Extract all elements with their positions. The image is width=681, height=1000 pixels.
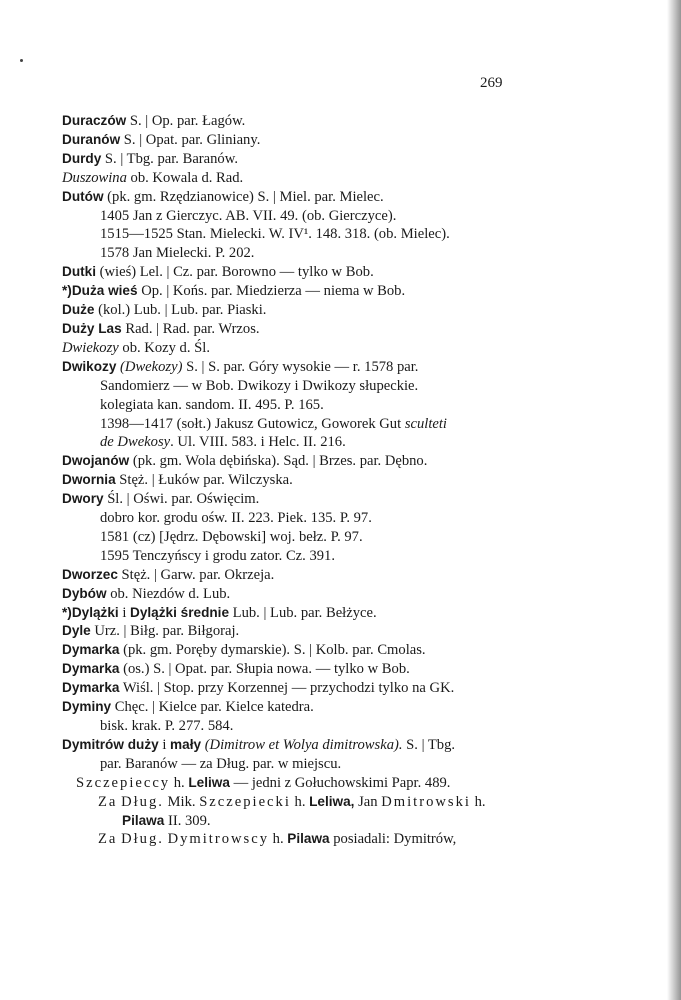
entry [62,471,622,490]
text: Sandomierz — w Bob. Dwikozy i Dwikozy słupeckie. [100,377,419,394]
entry [62,131,622,150]
text: h. [269,831,288,848]
headword: *)Dylążki [62,604,119,620]
entry-continuation-line [62,509,622,528]
text: par. Baranów — za Dług. par. w miejscu. [100,755,342,772]
entry [62,358,622,453]
text: Jan [354,793,382,810]
spaced-name: Szczepiecki [199,793,291,810]
text: Stęż. | Garw. par. Okrzeja. [117,566,275,583]
entry-headline [62,131,622,150]
entry [62,604,622,623]
headword: Dymarka [62,642,120,658]
italic-text: Duszowina [62,169,127,186]
gazetteer-entries [62,112,622,849]
entry [62,112,622,131]
text: 1595 Tenczyńscy i grodu zator. Cz. 391. [100,547,335,564]
headword: Durdy [62,150,102,166]
headword: Dwikozy [62,358,117,374]
entry-headline [62,622,622,641]
entry-continuation-line [62,793,622,812]
text: kolegiata kan. sandom. II. 495. P. 165. [100,396,324,413]
spaced-name: Za [98,831,118,848]
bold-text: Pilawa [287,831,330,847]
headword: Dwornia [62,472,116,488]
text: 1405 Jan z Gierczyc. AB. VII. 49. (ob. Gierczyce). [100,207,397,224]
text: h. [290,793,310,810]
entry [62,736,622,849]
spaced-name: Za [98,793,118,810]
entry-continuation-line [62,207,622,226]
italic-text: (Dwekozy) [120,358,183,375]
entry [62,698,622,736]
italic-text: de Dwekosy [100,434,171,451]
text: S. | Tbg. par. Baranów. [101,150,238,167]
text: 1581 (cz) [Jędrz. Dębowski] woj. bełz. P. 97. [100,528,363,545]
entry-headline [62,282,622,301]
italic-text: sculteti [404,415,447,432]
scan-shadow-edge [667,0,681,1000]
entry-headline [62,358,622,377]
entry [62,320,622,339]
entry-headline [62,490,622,509]
entry [62,339,622,358]
entry [62,263,622,282]
entry [62,150,622,169]
text: h. [170,774,189,791]
entry-headline [62,660,622,679]
entry-headline [62,112,622,131]
entry-continuation-line [62,830,622,849]
entry-headline [62,679,622,698]
text: (kol.) Lub. | Lub. par. Piaski. [94,302,267,319]
entry [62,622,622,641]
headword: Dutki [62,264,96,280]
entry-continuation-line [62,244,622,263]
text: h. [470,793,486,810]
text: posiadali: Dymitrów, [329,831,457,848]
text: Op. | Końs. par. Miedzierza — niema w Bob. [137,283,406,300]
entry-headline [62,736,622,755]
entry [62,566,622,585]
entry [62,452,622,471]
scan-speck [20,59,23,62]
entry-continuation-line [62,433,622,452]
text: Stęż. | Łuków par. Wilczyska. [115,472,293,489]
text: — jedni z Gołuchowskimi Papr. 489. [229,774,451,791]
entry-continuation-line [62,396,622,415]
bold-text: Pilawa [122,812,165,828]
entry-continuation-line [62,717,622,736]
text: ob. Kowala d. Rad. [126,169,244,186]
text: Mik. [163,793,200,810]
spaced-name: Szczepieccy [76,774,171,791]
bold-text: Leliwa [188,774,230,790]
headword: Duranów [62,131,121,147]
entry-headline [62,320,622,339]
text: 1578 Jan Mielecki. P. 202. [100,245,255,262]
entry-continuation-line [62,415,622,434]
text: bisk. krak. P. 277. 584. [100,718,234,734]
entry-headline [62,169,622,188]
text: 1398—1417 (sołt.) Jakusz Gutowicz, Goworek Gut [100,415,405,432]
text: Wiśl. | Stop. przy Korzennej — przychodzi tylko na GK. [119,680,455,697]
entry-continuation-line [62,812,622,831]
headword: Duraczów [62,113,127,128]
headword: Dyle [62,623,91,639]
entry-headline [62,150,622,169]
entry [62,585,622,604]
entry [62,641,622,660]
text: S. | Op. par. Łagów. [126,113,246,129]
entry-headline [62,471,622,490]
entry-headline [62,641,622,660]
text: S. | Tbg. [402,736,456,753]
text: (pk. gm. Poręby dymarskie). S. | Kolb. par. Cmolas. [119,642,426,659]
entry-headline [62,566,622,585]
text: Lub. | Lub. par. Bełżyce. [229,604,377,621]
headword: Dwory [62,491,104,507]
entry-headline [62,339,622,358]
headword: Dymarka [62,680,120,696]
spaced-name: Dmitrowski [381,793,471,810]
italic-text: (Dimitrow et Wolya dimitrowska). [204,736,403,753]
text: 1515—1525 Stan. Mielecki. W. IV¹. 148. 318. (ob. Mielec). [100,226,450,243]
headword: Dymitrów duży [62,736,159,752]
text: (wieś) Lel. | Cz. par. Borowno — tylko w Bob. [95,264,374,281]
page-number: 269 [480,75,503,91]
text: II. 309. [164,812,211,829]
text: ob. Kozy d. Śl. [118,339,210,356]
headword: Dyminy [62,699,112,715]
text: dobro kor. grodu ośw. II. 223. Piek. 135. P. 97. [100,510,372,527]
entry [62,188,622,264]
italic-text: Dwiekozy [62,339,119,356]
entry [62,169,622,188]
text: S. | Opat. par. Gliniany. [120,131,261,148]
entry-continuation-line [62,774,622,793]
text: Urz. | Biłg. par. Biłgoraj. [90,623,240,640]
text: i [158,736,171,753]
headword: Duże [62,302,95,318]
entry [62,301,622,320]
headword: Dutów [62,188,104,204]
headword: mały [170,736,202,752]
entry [62,660,622,679]
entry [62,679,622,698]
headword: Dworzec [62,566,118,582]
text: Rad. | Rad. par. Wrzos. [121,320,260,337]
spaced-name: Dług. [121,793,164,810]
bold-text: Leliwa, [309,793,355,809]
entry-headline [62,301,622,320]
headword: Duży Las [62,320,122,336]
entry [62,490,622,566]
spaced-name: Dymitrowscy [167,831,270,848]
entry-continuation-line [62,225,622,244]
headword: Dymarka [62,661,120,677]
spaced-name: Dług. [121,831,164,848]
entry-continuation-line [62,547,622,566]
entry-headline [62,698,622,717]
text: (os.) S. | Opat. par. Słupia nowa. — tylko w Bob. [119,661,410,678]
text: S. | S. par. Góry wysokie — r. 1578 par. [182,358,419,375]
entry-headline [62,263,622,282]
text: (pk. gm. Wola dębińska). Sąd. | Brzes. par. Dębno. [129,453,428,470]
entry-headline [62,452,622,471]
text: Śl. | Oświ. par. Oświęcim. [103,491,260,508]
entry-headline [62,604,622,623]
text: (pk. gm. Rzędzianowice) S. | Miel. par. Mielec. [103,188,384,205]
headword: Dybów [62,585,107,601]
text: Chęc. | Kielce par. Kielce katedra. [111,699,314,716]
text: i [118,604,131,621]
entry [62,282,622,301]
headword: *)Duża wieś [62,283,138,299]
entry-continuation-line [62,377,622,396]
headword: Dwojanów [62,453,130,469]
text: . Ul. VIII. 583. i Helc. II. 216. [170,434,346,451]
text: ob. Niezdów d. Lub. [106,585,231,602]
entry-headline [62,188,622,207]
headword: Dylążki średnie [130,604,230,620]
entry-continuation-line [62,528,622,547]
entry-headline [62,585,622,604]
entry-continuation-line [62,755,622,774]
